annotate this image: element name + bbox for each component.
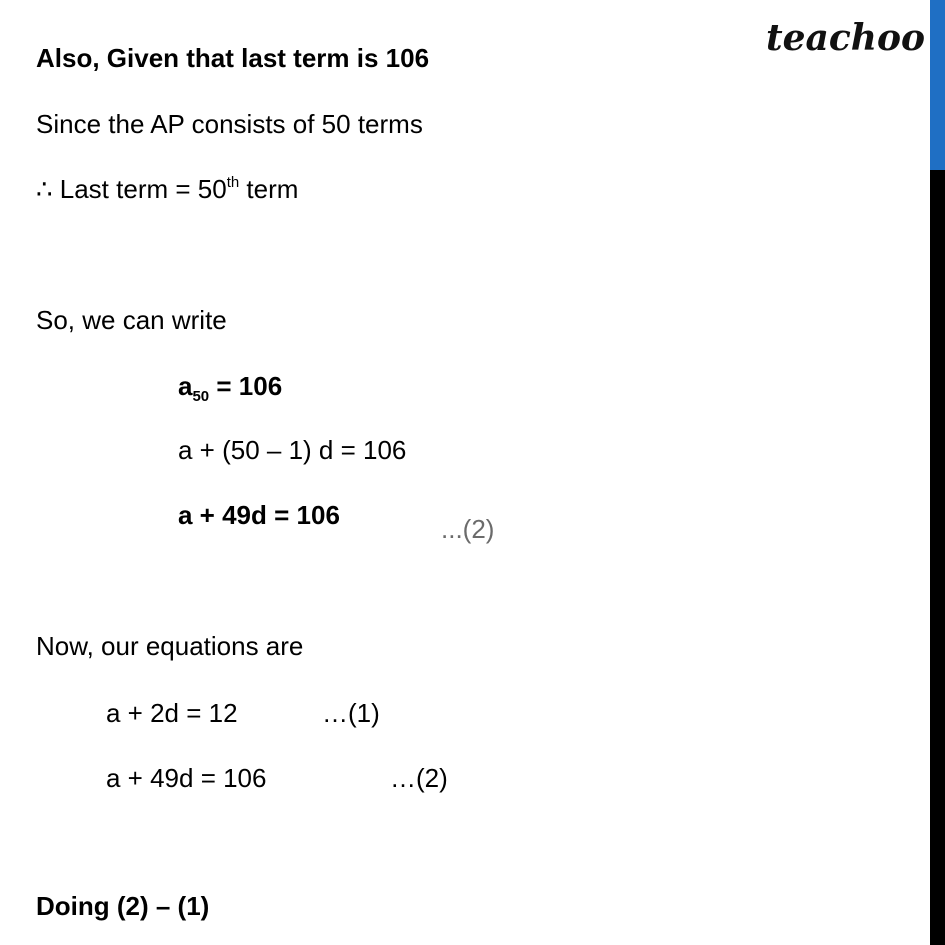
equation-2-expr: a + 49d = 106 [106,763,267,793]
equation-a50 [178,370,283,405]
scrollbar-thumb[interactable] [930,0,945,170]
text-last-term [36,173,298,205]
a50-sub: 50 [192,388,210,405]
scrollbar-track[interactable] [930,0,945,945]
equation-result-tag: ...(2) [441,514,495,544]
text-since: Since the AP consists of 50 terms [36,109,423,139]
text-now: Now, our equations are [36,631,304,661]
last-term-suffix: term [239,174,299,204]
equation-1-expr: a + 2d = 12 [106,698,238,728]
teachoo-logo: teachoo [766,17,925,59]
text-so: So, we can write [36,305,227,335]
equation-2-tag: …(2) [390,763,448,793]
equation-expand: a + (50 – 1) d = 106 [178,435,407,465]
equation-result: a + 49d = 106 [178,500,340,530]
last-term-sup: th [226,174,240,191]
equation-1-tag: …(1) [322,698,380,728]
a50-rest: = 106 [209,371,283,401]
section-heading: Also, Given that last term is 106 [36,43,430,73]
text-doing: Doing (2) – (1) [36,891,210,921]
last-term-prefix: ∴ Last term = 50 [36,174,227,204]
a50-base: a [178,371,193,401]
